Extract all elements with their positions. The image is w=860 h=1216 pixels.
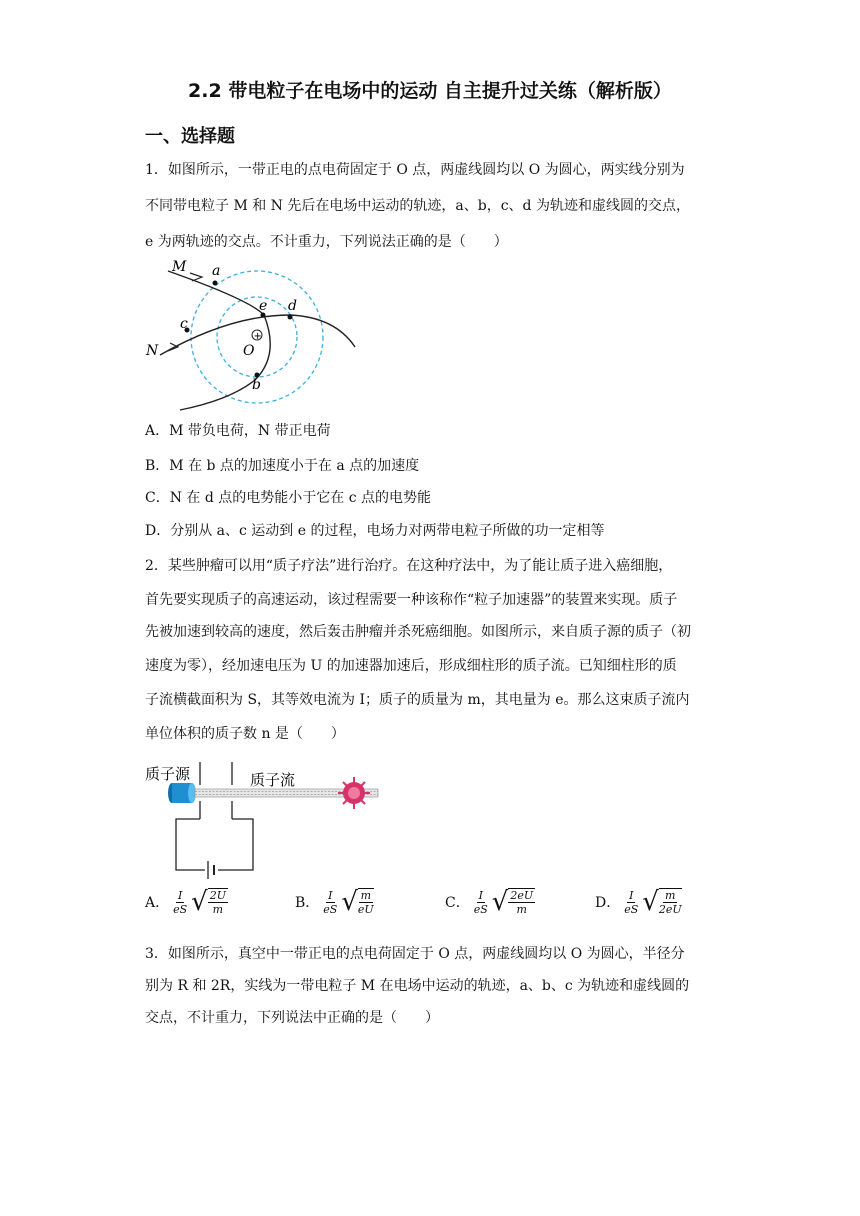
q2-line-4: 速度为零），经加速电压为 U 的加速器加速后，形成细柱形的质子流。已知细柱形的质 <box>145 658 677 674</box>
section-heading: 一、选择题 <box>145 126 235 147</box>
q1-option-d: D．分别从 a、c 运动到 e 的过程，电场力对两带电粒子所做的功一定相等 <box>145 523 605 539</box>
label-o: O <box>243 343 255 359</box>
q2-line-1: 2．某些肿瘤可以用“质子疗法”进行治疗。在这种疗法中，为了能让质子进入癌细胞， <box>145 558 673 574</box>
label-e: e <box>259 298 268 314</box>
q1-line-2: 不同带电粒子 M 和 N 先后在电场中运动的轨迹，a、b，c、d 为轨迹和虚线圆的交点， <box>145 198 690 214</box>
q2-line-3: 先被加速到较高的速度，然后轰击肿瘤并杀死癌细胞。如图所示，来自质子源的质子（初 <box>145 624 691 640</box>
label-b: b <box>252 377 261 393</box>
q1-option-c: C．N 在 d 点的电势能小于它在 c 点的电势能 <box>145 490 432 506</box>
q1-line-3: e 为两轨迹的交点。不计重力，下列说法正确的是（ ） <box>145 234 508 250</box>
q1-line-1: 1．如图所示，一带正电的点电荷固定于 O 点，两虚线圆均以 O 为圆心，两实线分别为 <box>145 162 685 178</box>
q3-line-1: 3．如图所示，真空中一带正电的点电荷固定于 O 点，两虚线圆均以 O 为圆心，半径分 <box>145 946 685 962</box>
q3-line-3: 交点，不计重力，下列说法中正确的是（ ） <box>145 1010 439 1026</box>
svg-text:+: + <box>253 331 262 342</box>
tumor-cell <box>338 777 370 809</box>
label-m: M <box>172 259 187 275</box>
q2-choice-c: C． $\frac{I}{eS}$ √ $\frac{2eU}{m}$ <box>445 887 534 917</box>
label-d: d <box>288 298 297 314</box>
label-c: c <box>180 316 188 332</box>
q1-figure <box>140 255 370 415</box>
q1-option-b: B．M 在 b 点的加速度小于在 a 点的加速度 <box>145 458 420 474</box>
q2-line-5: 子流横截面积为 S，其等效电流为 I；质子的质量为 m，其电量为 e。那么这束质子流内 <box>145 692 690 708</box>
label-proton-stream: 质子流 <box>250 771 296 789</box>
q2-choice-a: A． $\frac{I}{eS}$ √ $\frac{2U}{m}$ <box>145 887 227 917</box>
document-title: 2.2 带电粒子在电场中的运动 自主提升过关练（解析版） <box>188 80 672 102</box>
q1-option-a: A．M 带负电荷，N 带正电荷 <box>145 423 331 439</box>
q2-figure <box>140 757 390 882</box>
q2-choice-b: B． $\frac{I}{eS}$ √ $\frac{m}{eU}$ <box>295 887 374 917</box>
q2-line-2: 首先要实现质子的高速运动，该过程需要一种该称作“粒子加速器”的装置来实现。质子 <box>145 592 678 608</box>
q2-choice-d: D． $\frac{I}{eS}$ √ $\frac{m}{2eU}$ <box>595 887 682 917</box>
label-proton-source: 质子源 <box>145 765 191 783</box>
label-n: N <box>146 343 159 359</box>
q2-line-6: 单位体积的质子数 n 是（ ） <box>145 726 345 742</box>
label-a: a <box>212 263 221 279</box>
q3-line-2: 别为 R 和 2R，实线为一带电粒子 M 在电场中运动的轨迹，a、b、c 为轨迹和虚线圆的 <box>145 978 690 994</box>
